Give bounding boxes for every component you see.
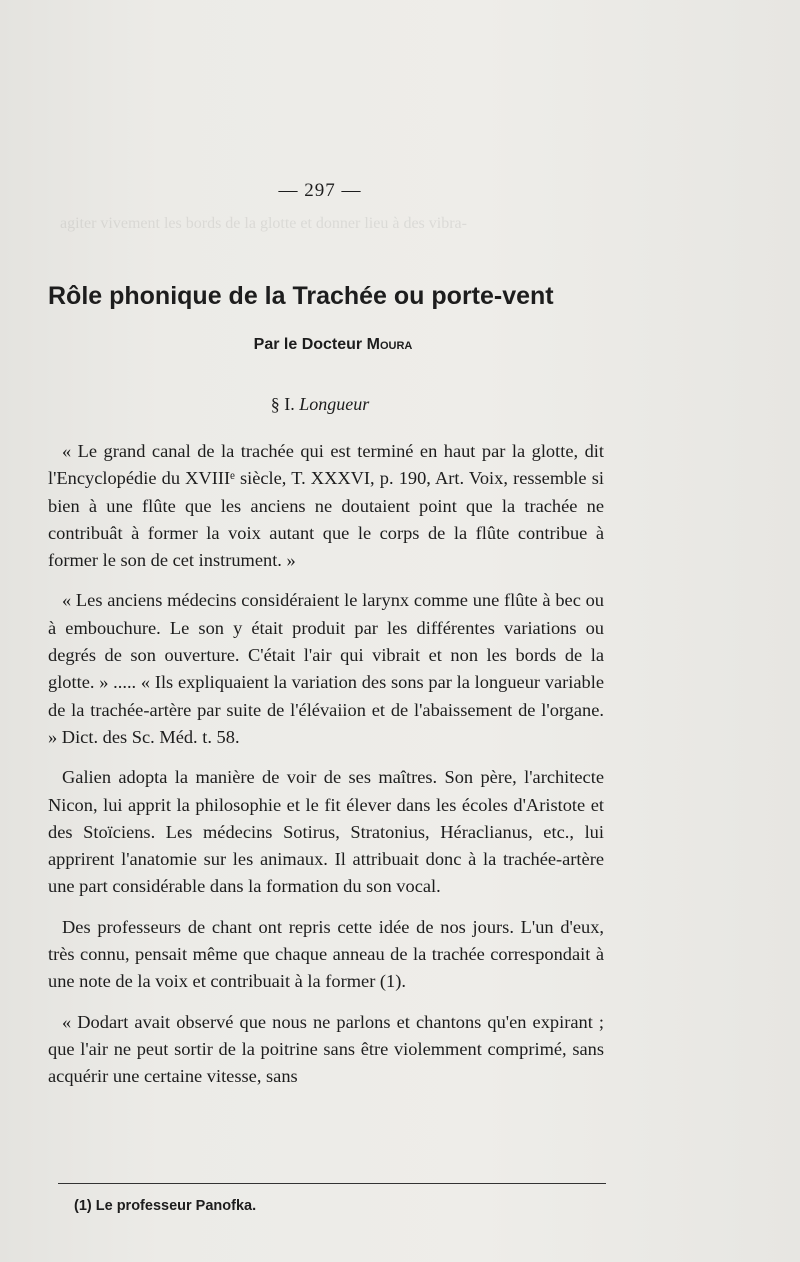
paragraph: Des professeurs de chant ont repris cette idée de nos jours. L'un d'eux, très connu, pensait même que chaque anneau de la trachée correspondait à une note de la voix et contribuait à la former (1).: [48, 916, 604, 992]
byline-prefix: Par le Docteur: [253, 336, 367, 353]
page-number: — 297 —: [278, 180, 362, 201]
paragraph: « Le grand canal de la trachée qui est terminé en haut par la glotte, dit l'Encyclopédie du XVIIIᵉ siècle, T. XXXVI, p. 190, Art. Voix, ressemble si bien à une flûte que les anciens ne doutaient point que la trachée ne contribuât à former la voix autant que le corps de la flûte contribue à former le son de cet instrument. »: [48, 441, 604, 571]
bleed-through-text: agiter vivement les bords de la glotte et donner lieu à des vibra-: [60, 215, 467, 232]
paragraph: « Dodart avait observé que nous ne parlons et chantons qu'en expirant ; que l'air ne peut sortir de la poitrine sans être violemment comprimé, sans acquérir une certaine vitesse, sans: [48, 1011, 604, 1087]
byline: [0, 336, 666, 354]
paragraph: « Les anciens médecins considéraient le larynx comme une flûte à bec ou à embouchure. Le son y était produit par les différentes variations ou degrés de son ouverture. C'était l'air qui vibrait et non les bords de la glotte. » ..... « Ils expliquaient la variation des sons par la longueur variable de la trachée-artère par suite de l'élévaiion et de l'abaissement de l'organe. » Dict. des Sc. Méd. t. 58.: [48, 590, 604, 747]
author-name: Moura: [366, 336, 413, 353]
article-title: Rôle phonique de la Trachée ou porte-vent: [48, 282, 554, 310]
paragraph: Galien adopta la manière de voir de ses maîtres. Son père, l'architecte Nicon, lui apprit la philosophie et le fit élever dans les écoles d'Aristote et des Stoïciens. Les médecins Sotirus, Stratonius, Héraclianus, etc., lui apprirent l'anatomie sur les animaux. Il attribuait donc à la trachée-artère une part considérable dans la formation du son vocal.: [48, 767, 604, 897]
body-text: [48, 438, 604, 1104]
section-title: Longueur: [299, 394, 370, 414]
section-number: § I.: [270, 394, 300, 414]
footnote-divider: [58, 1183, 606, 1184]
section-heading: [0, 394, 640, 415]
footnote: (1) Le professeur Panofka.: [74, 1198, 257, 1214]
